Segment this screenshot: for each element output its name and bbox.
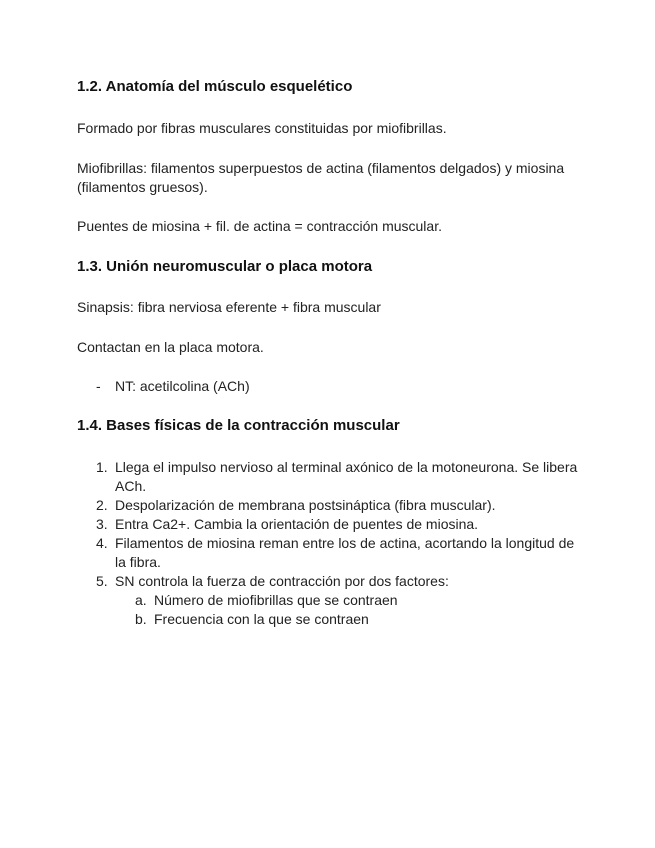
list-item [77,515,583,534]
bullet-list [77,377,587,396]
list-item-text: Llega el impulso nervioso al terminal axónico de la motoneurona. Se libera ACh. [115,459,578,494]
list-item [77,377,587,396]
list-item-text: Despolarización de membrana postsináptica (fibra muscular). [115,497,496,513]
heading-anatomia: 1.2. Anatomía del músculo esquelético [77,78,353,95]
sub-list-item [77,610,587,629]
list-item-text: SN controla la fuerza de contracción por dos factores: [115,573,449,589]
list-item [77,458,583,496]
paragraph-miofibrillas: Miofibrillas: filamentos superpuestos de actina (filamentos delgados) y miosina (filamentos gruesos). [77,160,565,195]
list-item-text: Número de miofibrillas que se contraen [154,592,398,608]
paragraph-formado: Formado por fibras musculares constituidas por miofibrillas. [77,120,447,136]
numbered-list [77,458,587,629]
bullet-marker: - [96,378,101,394]
list-number: 3. [96,516,108,532]
list-item-text: NT: acetilcolina (ACh) [115,378,250,394]
list-item [77,496,583,515]
list-letter: a. [135,592,147,608]
list-item-text: Frecuencia con la que se contraen [154,611,369,627]
paragraph-contactan: Contactan en la placa motora. [77,339,264,355]
list-number: 4. [96,535,108,551]
list-letter: b. [135,611,147,627]
list-number: 2. [96,497,108,513]
paragraph-puentes: Puentes de miosina + fil. de actina = contracción muscular. [77,218,442,234]
list-item [77,572,583,591]
list-item-text: Filamentos de miosina reman entre los de actina, acortando la longitud de la fibra. [115,535,575,570]
heading-union: 1.3. Unión neuromuscular o placa motora [77,258,373,275]
list-item-text: Entra Ca2+. Cambia la orientación de puentes de miosina. [115,516,479,532]
list-number: 5. [96,573,108,589]
list-item [77,534,583,572]
paragraph-sinapsis: Sinapsis: fibra nerviosa eferente + fibra muscular [77,299,381,315]
sub-list-item [77,591,587,610]
list-number: 1. [96,459,108,475]
heading-bases: 1.4. Bases físicas de la contracción muscular [77,417,400,434]
